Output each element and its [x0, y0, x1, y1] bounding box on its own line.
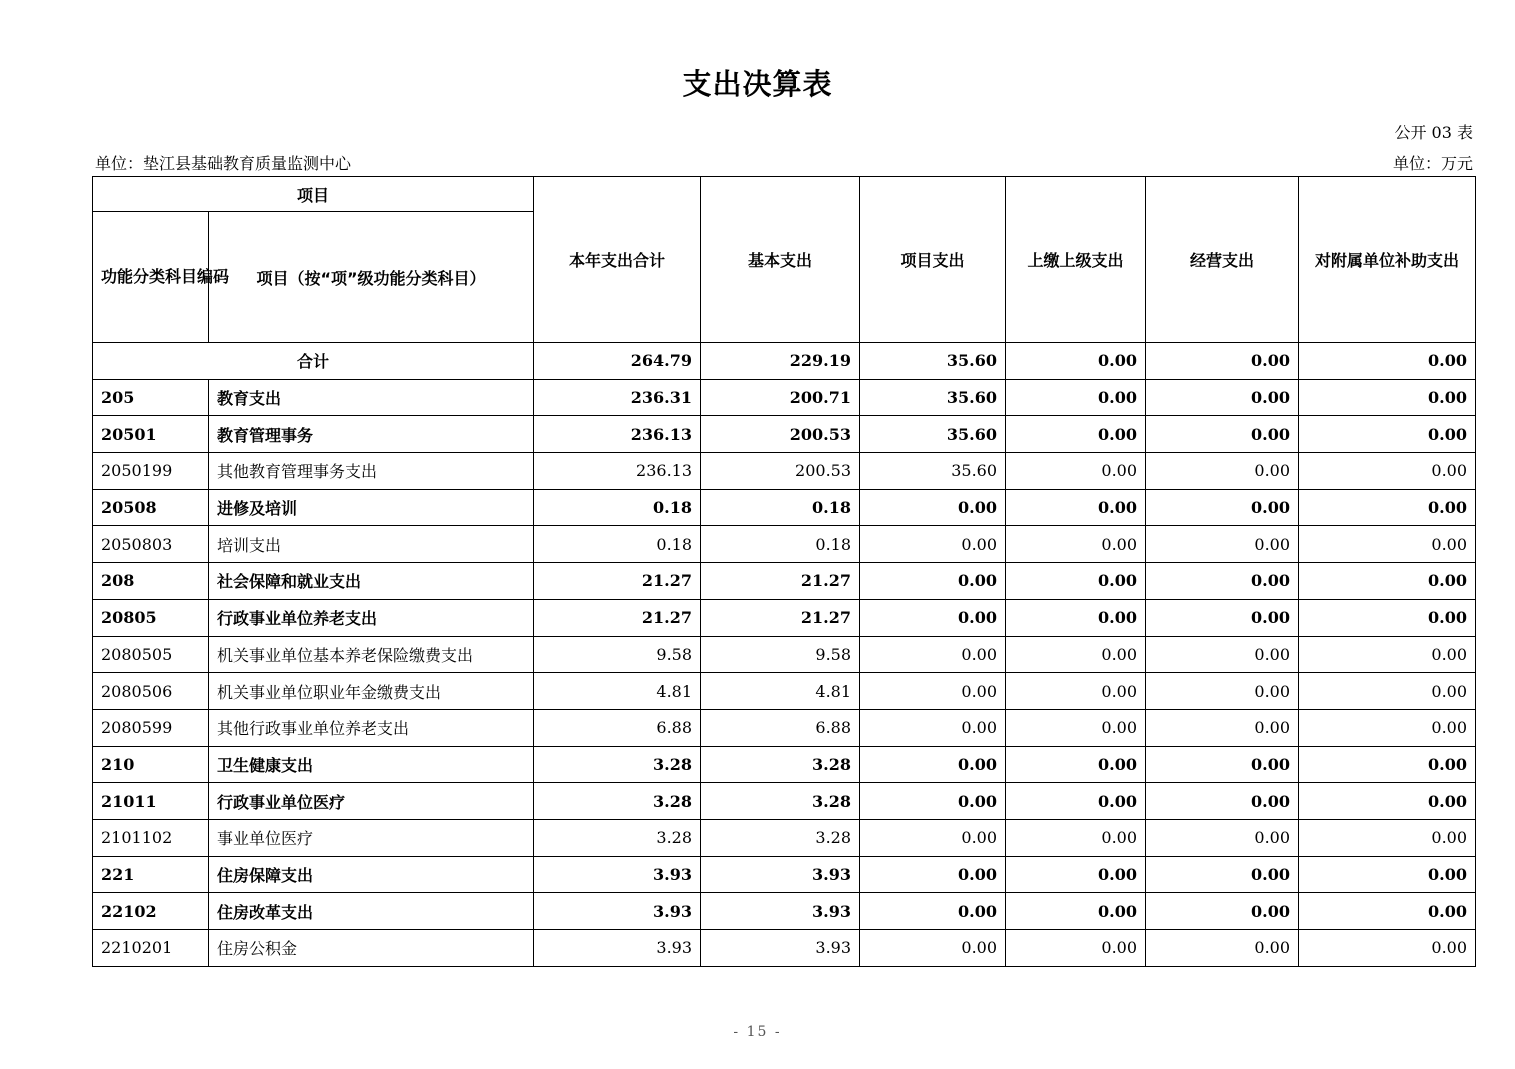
- table-row: [93, 416, 1476, 453]
- total-cell: 35.60: [860, 343, 1006, 380]
- total-row: [93, 343, 1476, 380]
- row-value-cell: 0.00: [860, 673, 1006, 710]
- row-code: 22102: [93, 893, 209, 930]
- row-name: 行政事业单位养老支出: [209, 599, 534, 636]
- row-value-cell: 0.00: [1006, 526, 1146, 563]
- table-row: [93, 856, 1476, 893]
- row-code: 2050803: [93, 526, 209, 563]
- row-value-cell: 0.00: [1146, 783, 1299, 820]
- row-value-cell: 200.53: [701, 416, 860, 453]
- row-name: 机关事业单位基本养老保险缴费支出: [209, 636, 534, 673]
- row-value-cell: 0.00: [1146, 526, 1299, 563]
- row-code: 2101102: [93, 819, 209, 856]
- row-value-cell: 0.00: [860, 819, 1006, 856]
- row-value-cell: 0.00: [1006, 930, 1146, 967]
- row-value-cell: 21.27: [534, 599, 701, 636]
- row-value-cell: 3.93: [534, 856, 701, 893]
- row-value-cell: 0.00: [1006, 709, 1146, 746]
- row-value-cell: 3.28: [534, 819, 701, 856]
- row-value-cell: 0.00: [1146, 819, 1299, 856]
- table-row: [93, 526, 1476, 563]
- page-title: 支出决算表: [682, 67, 833, 101]
- row-value-cell: 0.00: [1299, 416, 1476, 453]
- table-row: [93, 379, 1476, 416]
- row-value-cell: 0.00: [1006, 819, 1146, 856]
- row-value-cell: 0.00: [860, 856, 1006, 893]
- table-row: [93, 453, 1476, 490]
- row-value-cell: 0.00: [860, 526, 1006, 563]
- row-value-cell: 0.00: [1146, 673, 1299, 710]
- row-value-cell: 0.00: [1006, 416, 1146, 453]
- row-value-cell: 21.27: [534, 563, 701, 600]
- row-name: 住房改革支出: [209, 893, 534, 930]
- row-value-cell: 9.58: [701, 636, 860, 673]
- row-name: 培训支出: [209, 526, 534, 563]
- row-code: 21011: [93, 783, 209, 820]
- row-value-cell: 3.93: [701, 893, 860, 930]
- row-value-cell: 0.00: [1006, 893, 1146, 930]
- row-value-cell: 0.00: [1146, 489, 1299, 526]
- row-value-cell: 0.00: [1299, 746, 1476, 783]
- row-value-cell: 3.93: [534, 930, 701, 967]
- table-row: [93, 636, 1476, 673]
- row-value-cell: 4.81: [701, 673, 860, 710]
- row-name: 事业单位医疗: [209, 819, 534, 856]
- row-value-cell: 3.93: [701, 856, 860, 893]
- header-name: 项目（按“项”级功能分类科目）: [209, 212, 534, 343]
- row-value-cell: 0.00: [860, 893, 1006, 930]
- row-value-cell: 6.88: [701, 709, 860, 746]
- row-name: 行政事业单位医疗: [209, 783, 534, 820]
- row-code: 20501: [93, 416, 209, 453]
- row-name: 教育支出: [209, 379, 534, 416]
- row-value-cell: 0.00: [1299, 453, 1476, 490]
- row-value-cell: 0.00: [1006, 599, 1146, 636]
- row-value-cell: 0.00: [1006, 379, 1146, 416]
- row-value-cell: 236.13: [534, 416, 701, 453]
- row-value-cell: 3.28: [701, 819, 860, 856]
- row-value-cell: 3.93: [701, 930, 860, 967]
- row-value-cell: 3.28: [701, 746, 860, 783]
- row-value-cell: 200.53: [701, 453, 860, 490]
- row-value-cell: 0.00: [1146, 416, 1299, 453]
- row-value-cell: 3.28: [701, 783, 860, 820]
- row-value-cell: 0.00: [1299, 856, 1476, 893]
- row-code: 210: [93, 746, 209, 783]
- row-value-cell: 4.81: [534, 673, 701, 710]
- row-value-cell: 35.60: [860, 416, 1006, 453]
- row-code: 208: [93, 563, 209, 600]
- row-value-cell: 0.00: [860, 563, 1006, 600]
- reporting-unit: 单位：垫江县基础教育质量监测中心: [95, 154, 352, 173]
- row-name: 机关事业单位职业年金缴费支出: [209, 673, 534, 710]
- row-value-cell: 0.00: [860, 746, 1006, 783]
- total-cell: 264.79: [534, 343, 701, 380]
- form-number: 公开 03 表: [1394, 123, 1473, 142]
- row-code: 2080506: [93, 673, 209, 710]
- row-value-cell: 0.00: [1299, 893, 1476, 930]
- header-subsidy: 对附属单位补助支出: [1299, 177, 1476, 343]
- table-body: [93, 343, 1476, 967]
- row-value-cell: 0.00: [1006, 746, 1146, 783]
- table-row: [93, 673, 1476, 710]
- row-value-cell: 9.58: [534, 636, 701, 673]
- row-value-cell: 0.00: [1146, 453, 1299, 490]
- currency-unit: 单位：万元: [1392, 154, 1473, 173]
- total-cell: 0.00: [1006, 343, 1146, 380]
- row-name: 住房公积金: [209, 930, 534, 967]
- table-row: [93, 709, 1476, 746]
- row-value-cell: 0.00: [1146, 709, 1299, 746]
- row-value-cell: 21.27: [701, 599, 860, 636]
- row-code: 2080505: [93, 636, 209, 673]
- table-row: [93, 599, 1476, 636]
- row-value-cell: 0.00: [1006, 673, 1146, 710]
- row-value-cell: 0.00: [1299, 636, 1476, 673]
- row-name: 进修及培训: [209, 489, 534, 526]
- row-name: 住房保障支出: [209, 856, 534, 893]
- row-value-cell: 0.00: [1146, 856, 1299, 893]
- row-value-cell: 0.00: [1299, 526, 1476, 563]
- row-value-cell: 200.71: [701, 379, 860, 416]
- row-value-cell: 0.00: [1299, 563, 1476, 600]
- row-value-cell: 0.00: [860, 636, 1006, 673]
- page-number: - 15 -: [733, 1024, 782, 1040]
- table-row: [93, 819, 1476, 856]
- row-code: 221: [93, 856, 209, 893]
- row-value-cell: 0.00: [1006, 563, 1146, 600]
- row-value-cell: 0.00: [1146, 746, 1299, 783]
- row-value-cell: 0.00: [1146, 636, 1299, 673]
- row-value-cell: 0.00: [1146, 930, 1299, 967]
- row-value-cell: 0.00: [1299, 489, 1476, 526]
- row-value-cell: 35.60: [860, 453, 1006, 490]
- header-project: 项目: [93, 177, 534, 212]
- row-value-cell: 3.93: [534, 893, 701, 930]
- row-value-cell: 3.28: [534, 783, 701, 820]
- header-basic: 基本支出: [701, 177, 860, 343]
- row-value-cell: 0.00: [1006, 636, 1146, 673]
- row-code: 20805: [93, 599, 209, 636]
- total-label: 合计: [93, 343, 534, 380]
- row-value-cell: 0.00: [1006, 453, 1146, 490]
- row-value-cell: 0.18: [701, 526, 860, 563]
- header-project-expenditure: 项目支出: [860, 177, 1006, 343]
- row-value-cell: 0.00: [1146, 599, 1299, 636]
- row-value-cell: 35.60: [860, 379, 1006, 416]
- row-code: 2050199: [93, 453, 209, 490]
- row-value-cell: 0.00: [1146, 893, 1299, 930]
- total-cell: 0.00: [1299, 343, 1476, 380]
- header-upper-remittance: 上缴上级支出: [1006, 177, 1146, 343]
- row-name: 社会保障和就业支出: [209, 563, 534, 600]
- row-value-cell: 0.00: [860, 599, 1006, 636]
- row-value-cell: 0.00: [1299, 599, 1476, 636]
- row-value-cell: 0.00: [1299, 709, 1476, 746]
- expenditure-table: [92, 176, 1476, 967]
- row-value-cell: 0.18: [534, 526, 701, 563]
- table-row: [93, 489, 1476, 526]
- table-row: [93, 893, 1476, 930]
- header-total: 本年支出合计: [534, 177, 701, 343]
- row-value-cell: 3.28: [534, 746, 701, 783]
- row-value-cell: 0.00: [1299, 379, 1476, 416]
- row-name: 其他教育管理事务支出: [209, 453, 534, 490]
- row-value-cell: 0.00: [1146, 379, 1299, 416]
- row-value-cell: 0.00: [1299, 673, 1476, 710]
- total-cell: 229.19: [701, 343, 860, 380]
- row-value-cell: 0.00: [860, 709, 1006, 746]
- row-code: 2080599: [93, 709, 209, 746]
- row-value-cell: 236.13: [534, 453, 701, 490]
- header-business: 经营支出: [1146, 177, 1299, 343]
- row-value-cell: 0.00: [1006, 489, 1146, 526]
- row-value-cell: 0.18: [534, 489, 701, 526]
- total-cell: 0.00: [1146, 343, 1299, 380]
- row-code: 20508: [93, 489, 209, 526]
- row-code: 205: [93, 379, 209, 416]
- row-value-cell: 0.00: [1299, 930, 1476, 967]
- row-value-cell: 236.31: [534, 379, 701, 416]
- table-row: [93, 563, 1476, 600]
- row-value-cell: 0.00: [1299, 819, 1476, 856]
- table-header: [93, 177, 1476, 343]
- row-value-cell: 0.00: [1146, 563, 1299, 600]
- row-name: 其他行政事业单位养老支出: [209, 709, 534, 746]
- row-value-cell: 0.00: [1006, 783, 1146, 820]
- row-code: 2210201: [93, 930, 209, 967]
- row-value-cell: 0.00: [1299, 783, 1476, 820]
- row-value-cell: 0.00: [860, 930, 1006, 967]
- row-value-cell: 21.27: [701, 563, 860, 600]
- row-value-cell: 0.00: [860, 489, 1006, 526]
- table-row: [93, 783, 1476, 820]
- row-name: 教育管理事务: [209, 416, 534, 453]
- row-name: 卫生健康支出: [209, 746, 534, 783]
- table-row: [93, 746, 1476, 783]
- row-value-cell: 0.18: [701, 489, 860, 526]
- header-code: 功能分类科目编码: [93, 212, 209, 343]
- row-value-cell: 6.88: [534, 709, 701, 746]
- row-value-cell: 0.00: [860, 783, 1006, 820]
- table-row: [93, 930, 1476, 967]
- row-value-cell: 0.00: [1006, 856, 1146, 893]
